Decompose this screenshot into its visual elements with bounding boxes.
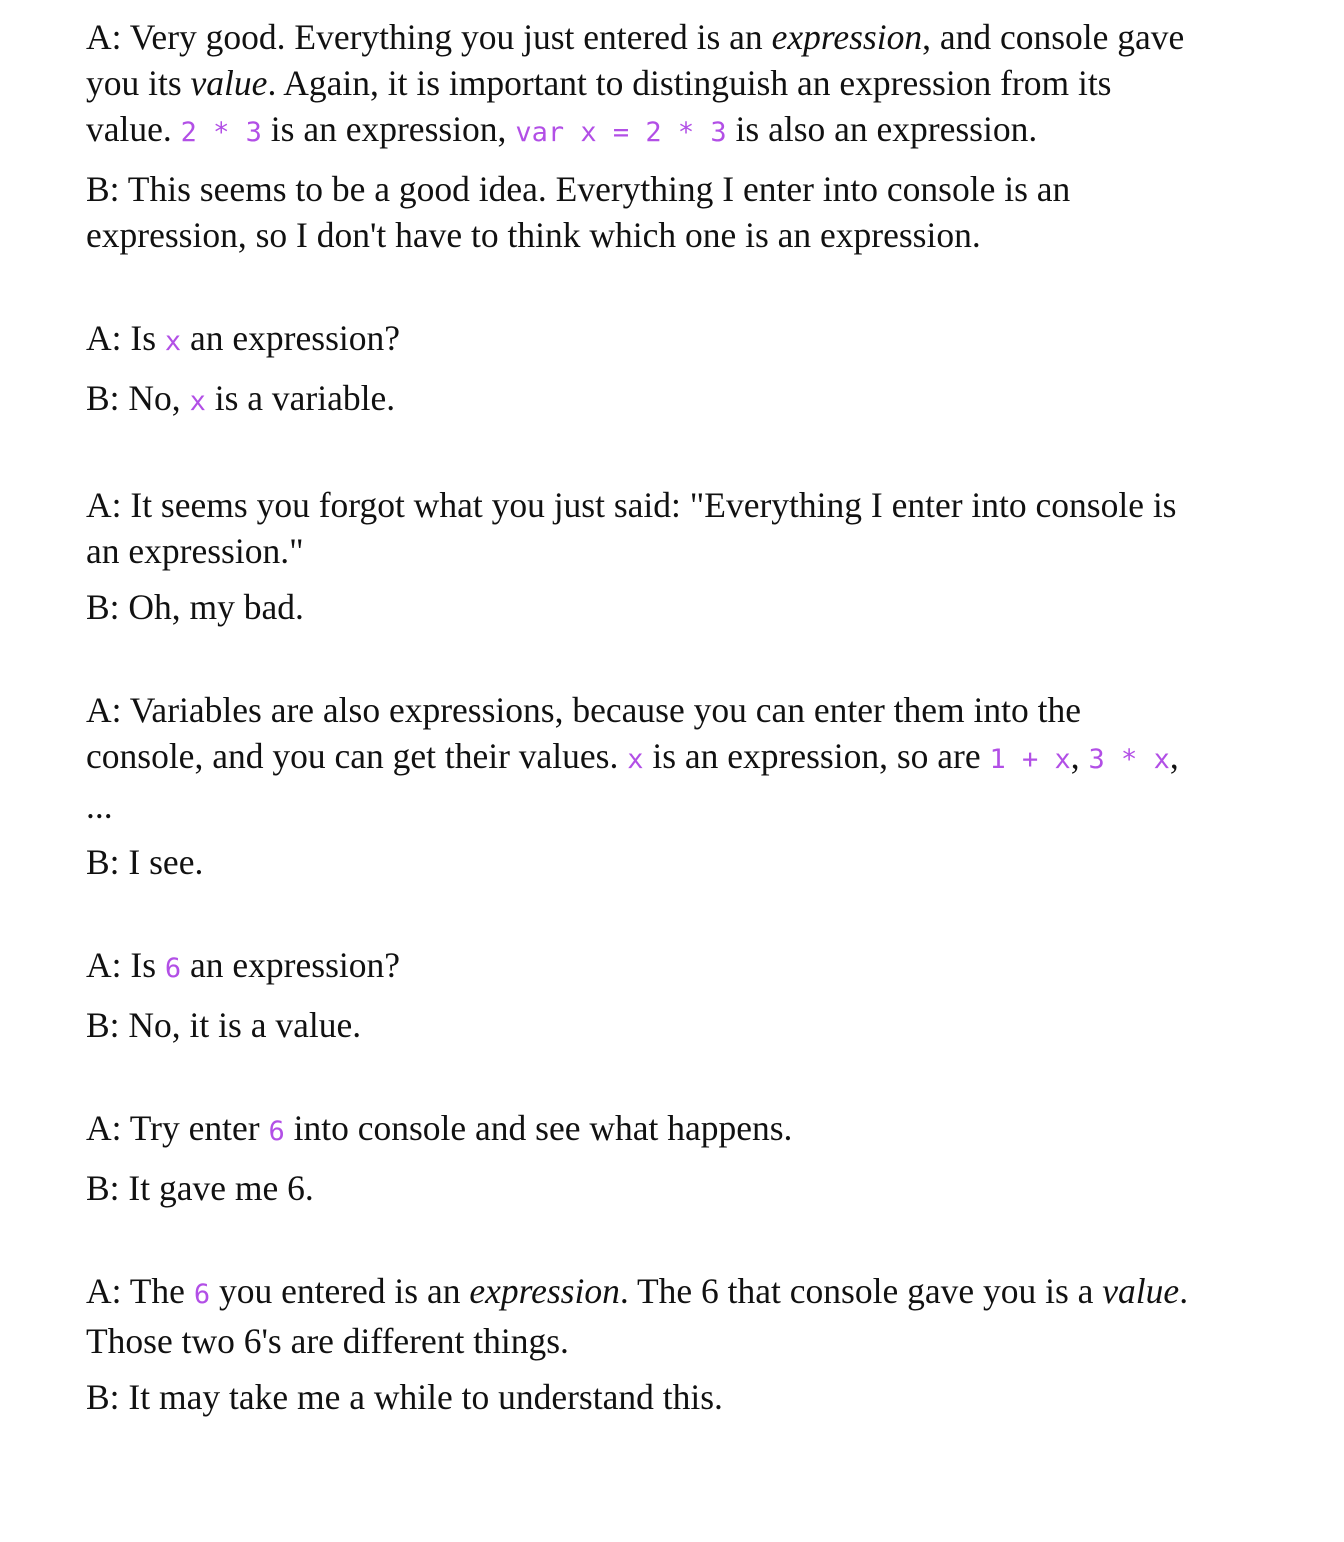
speaker-b-line: [86, 1002, 1196, 1048]
emphasized-term: value: [1102, 1271, 1180, 1311]
text-run: Is: [121, 318, 165, 358]
speaker-label: B:: [86, 169, 120, 209]
text-run: I see.: [119, 842, 204, 882]
speaker-b-line: [86, 375, 1196, 425]
text-run: . Those two 6's are different things.: [86, 1271, 1189, 1361]
speaker-label: A:: [86, 1271, 122, 1311]
speaker-label: A:: [86, 1108, 122, 1148]
text-run: It seems you forgot what you just said: "Everything I enter into console is an expression.": [86, 485, 1177, 571]
text-run: is also an expression.: [726, 109, 1038, 149]
dialogue-exchange: [86, 482, 1196, 630]
dialogue-exchange: [86, 942, 1196, 1048]
text-run: . Again, it is important to distinguish an expression from its value.: [86, 63, 1112, 149]
text-run: is a variable.: [205, 378, 396, 418]
speaker-a-line: [86, 482, 1196, 574]
speaker-a-line: [86, 14, 1196, 156]
text-run: is an expression, so are: [643, 736, 990, 776]
speaker-label: A:: [86, 485, 122, 525]
speaker-b-line: [86, 584, 1196, 630]
speaker-label: B:: [86, 587, 120, 627]
speaker-label: B:: [86, 378, 120, 418]
emphasized-term: expression: [771, 17, 923, 57]
inline-code: 6: [164, 953, 182, 984]
text-run: , and console gave you its: [86, 17, 1185, 103]
speaker-label: A:: [86, 318, 122, 358]
inline-code: 2 * 3: [180, 117, 262, 148]
dialogue-exchange: [86, 1268, 1196, 1420]
text-run: is an expression,: [261, 109, 516, 149]
text-run: The: [121, 1271, 194, 1311]
text-run: Oh, my bad.: [119, 587, 304, 627]
text-run: , ...: [86, 736, 1179, 826]
speaker-b-line: [86, 1374, 1196, 1420]
text-run: Try enter: [121, 1108, 269, 1148]
speaker-label: B:: [86, 842, 120, 882]
text-run: ,: [1070, 736, 1089, 776]
inline-code: var x = 2 * 3: [515, 117, 727, 148]
speaker-a-line: [86, 687, 1196, 829]
speaker-a-line: [86, 1105, 1196, 1155]
speaker-label: B:: [86, 1168, 120, 1208]
text-run: Variables are also expressions, because you can enter them into the console, and you can get their values.: [86, 690, 1081, 776]
text-run: Is: [121, 945, 165, 985]
inline-code: 6: [193, 1279, 211, 1310]
text-run: Very good. Everything you just entered is an: [121, 17, 772, 57]
text-run: an expression?: [181, 945, 400, 985]
text-run: No,: [119, 378, 190, 418]
dialogue-exchange: [86, 315, 1196, 425]
speaker-b-line: [86, 839, 1196, 885]
text-run: This seems to be a good idea. Everything I enter into console is an expression, so I don't have to think which one is an expression.: [86, 169, 1071, 255]
text-run: an expression?: [181, 318, 400, 358]
text-run: It may take me a while to understand this.: [119, 1377, 723, 1417]
text-run: No, it is a value.: [119, 1005, 362, 1045]
emphasized-term: value: [190, 63, 268, 103]
dialogue-exchange: [86, 1105, 1196, 1211]
speaker-label: A:: [86, 945, 122, 985]
speaker-a-line: [86, 315, 1196, 365]
text-run: . The 6 that console gave you is a: [619, 1271, 1103, 1311]
text-run: into console and see what happens.: [284, 1108, 793, 1148]
speaker-label: A:: [86, 690, 122, 730]
dialogue-exchange: [86, 14, 1196, 258]
inline-code: x: [627, 744, 644, 775]
emphasized-term: expression: [469, 1271, 620, 1311]
inline-code: 1 + x: [989, 744, 1071, 775]
inline-code: 3 * x: [1088, 744, 1170, 775]
dialogue-exchange: [86, 687, 1196, 885]
dialogue-document: [86, 14, 1196, 1430]
speaker-a-line: [86, 942, 1196, 992]
text-run: you entered is an: [210, 1271, 470, 1311]
speaker-b-line: [86, 166, 1196, 258]
inline-code: 6: [268, 1116, 285, 1147]
speaker-b-line: [86, 1165, 1196, 1211]
speaker-label: B:: [86, 1005, 120, 1045]
speaker-label: A:: [86, 17, 122, 57]
speaker-a-line: [86, 1268, 1196, 1364]
inline-code: x: [189, 386, 206, 417]
text-run: It gave me 6.: [119, 1168, 314, 1208]
inline-code: x: [164, 326, 182, 357]
speaker-label: B:: [86, 1377, 120, 1417]
